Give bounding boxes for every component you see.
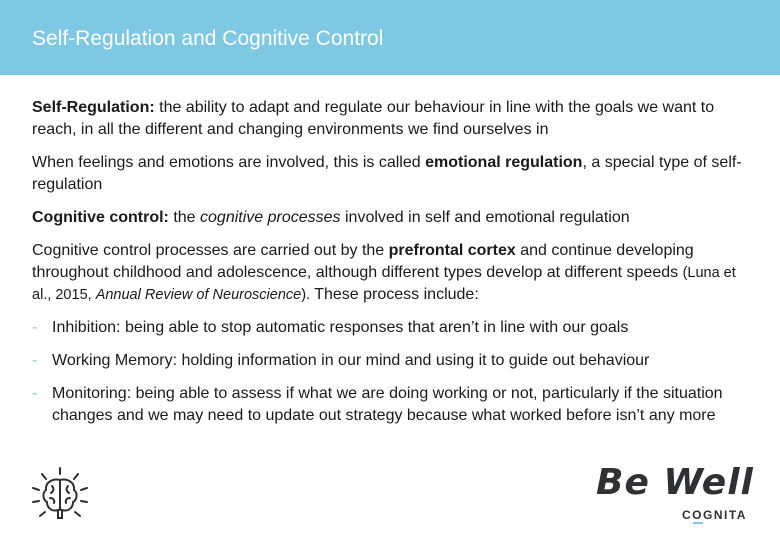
list-item-working-memory xyxy=(32,350,752,372)
term-cognitive-control: Cognitive control: xyxy=(32,209,169,226)
bullet-dash: - xyxy=(32,319,38,336)
citation-authors: (Luna et al., 2015, xyxy=(32,265,736,303)
bullet-dash: - xyxy=(32,352,38,369)
bullet-dash: - xyxy=(32,385,38,402)
text-segment: Cognitive control processes are carried out by the xyxy=(32,242,389,259)
list-item-text: Working Memory: holding information in our mind and using it to guide out behaviour xyxy=(52,352,650,369)
title-banner xyxy=(0,0,780,75)
logo-accent-bar xyxy=(693,522,703,524)
citation-journal: Annual Review of Neuroscience xyxy=(95,287,302,303)
slide-content xyxy=(32,97,752,438)
citation-close: ). xyxy=(301,287,311,303)
logo-subtext: COGNITA xyxy=(682,508,747,522)
text-segment: involved in self and emotional regulation xyxy=(340,209,630,226)
text-segment: These process include: xyxy=(310,286,479,303)
list-item-text: Monitoring: being able to assess if what we are doing working or not, particularly if the situation changes and we may need to update out strategy because what worked before isn’t any more xyxy=(52,385,723,424)
paragraph-self-regulation xyxy=(32,97,752,141)
term-self-regulation: Self-Regulation: xyxy=(32,99,155,116)
term-prefrontal-cortex: prefrontal cortex xyxy=(388,242,516,259)
emphasis-cognitive-processes: cognitive processes xyxy=(200,209,341,226)
paragraph-emotional-regulation xyxy=(32,152,752,196)
logo-wordmark: Be Well xyxy=(596,462,754,503)
text-segment: the xyxy=(168,209,201,226)
text-segment: and continue developing throughout childhood and adolescence, although different types develop at different speeds xyxy=(32,242,694,281)
text-segment: When feelings and emotions are involved, this is called xyxy=(32,154,426,171)
paragraph-prefrontal-cortex xyxy=(32,240,752,306)
definition-self-regulation: the ability to adapt and regulate our behaviour in line with the goals we want to reach, in all the different and changing environments we find ourselves in xyxy=(32,99,715,138)
brain-idea-icon xyxy=(30,466,90,526)
be-well-cognita-logo xyxy=(596,462,754,526)
page-title: Self-Regulation and Cognitive Control xyxy=(32,27,384,50)
term-emotional-regulation: emotional regulation xyxy=(425,154,583,171)
list-item-inhibition xyxy=(32,317,752,339)
paragraph-cognitive-control xyxy=(32,207,752,229)
list-item-monitoring xyxy=(32,383,752,427)
text-segment: , a special type of self-regulation xyxy=(32,154,742,193)
process-list xyxy=(32,317,752,427)
list-item-text: Inhibition: being able to stop automatic responses that aren’t in line with our goals xyxy=(52,319,629,336)
